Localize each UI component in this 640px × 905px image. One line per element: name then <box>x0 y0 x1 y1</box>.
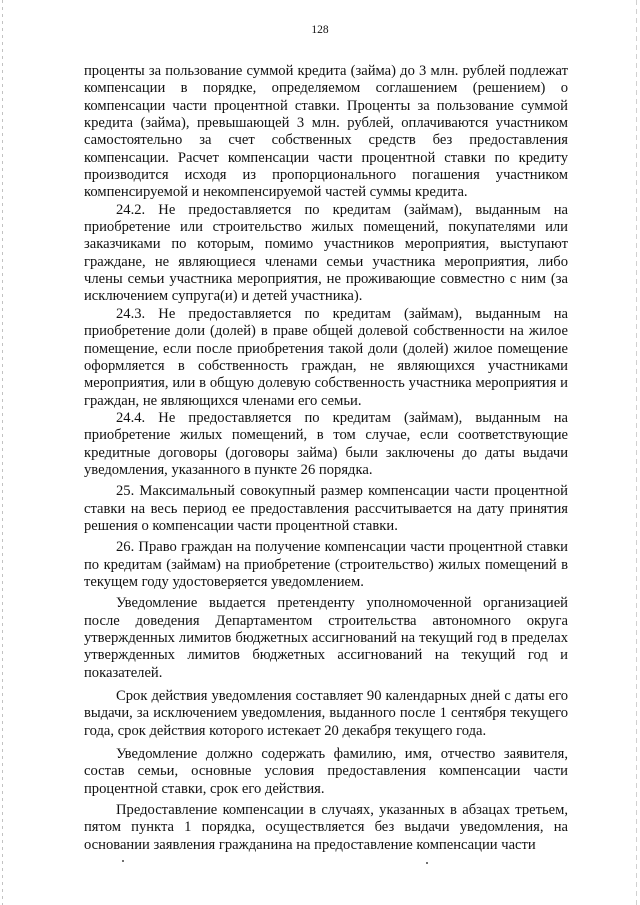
paragraph-notification-content: Уведомление должно содержать фамилию, имя, отчество заявителя, состав семьи, основные условия предоставления компенсации части процентной ставки, срок его действия. <box>84 746 568 797</box>
paragraph-24-4: 24.4. Не предоставляется по кредитам (займам), выданным на приобретение жилых помещений, в том случае, если соответствующие кредитные договоры (договоры займа) были заключены до даты выдачи уведомления, указанного в пункте 26 порядка. <box>84 409 568 478</box>
scan-edge-right <box>636 0 637 905</box>
scan-edge-left <box>2 0 3 905</box>
page-number: 128 <box>311 24 329 36</box>
paragraph-notification-term: Срок действия уведомления составляет 90 календарных дней с даты его выдачи, за исключением уведомления, выданного после 1 сентября текущего года, срок действия которого истекает 20 декабря текущего года. <box>84 688 568 739</box>
scan-speck <box>122 860 124 862</box>
paragraph-continuation: проценты за пользование суммой кредита (займа) до 3 млн. рублей подлежат компенсации в порядке, определяемом соглашением (решением) о компенсации части процентной ставки. Проценты за пользование суммой кредита (займа), превышающей 3 млн. рублей, оплачиваются участником самостоятельно за счет собственных средств без предоставления компенсации. Расчет компенсации части процентной ставки по кредиту производится исходя из пропорционального погашения участником компенсируемой и некомпенсируемой частей суммы кредита. <box>84 63 568 201</box>
paragraph-26: 26. Право граждан на получение компенсации части процентной ставки по кредитам (займам) на приобретение (строительство) жилых помещений в текущем году удостоверяется уведомлением. <box>84 539 568 590</box>
paragraph-notification-issue: Уведомление выдается претенденту уполномоченной организацией после доведения Департаментом строительства автономного округа утвержденных лимитов бюджетных ассигнований на текущий год в пределах утвержденных лимитов бюджетных ассигнований на текущий год и показателей. <box>84 595 568 681</box>
scan-speck <box>426 862 428 864</box>
paragraph-compensation-without-notice: Предоставление компенсации в случаях, указанных в абзацах третьем, пятом пункта 1 порядка, осуществляется без выдачи уведомления, на основании заявления гражданина на предоставление компенсации части <box>84 802 568 853</box>
paragraph-25: 25. Максимальный совокупный размер компенсации части процентной ставки на весь период ее предоставления рассчитывается на дату принятия решения о компенсации части процентной ставки. <box>84 483 568 534</box>
document-body <box>84 63 568 854</box>
paragraph-24-3: 24.3. Не предоставляется по кредитам (займам), выданным на приобретение доли (долей) в праве общей долевой собственности на жилое помещение, если после приобретения такой доли (долей) жилое помещение оформляется в собственность граждан, не являющихся участниками мероприятия, или в общую долевую собственность участника мероприятия и граждан, не являющихся членами его семьи. <box>84 305 568 409</box>
paragraph-24-2: 24.2. Не предоставляется по кредитам (займам), выданным на приобретение или строительство жилых помещений, покупателями или заказчиками по которым, помимо участников мероприятия, выступают граждане, не являющиеся членами семьи участника мероприятия, либо члены семьи участника мероприятия, не проживающие совместно с ним (за исключением супруга(и) и детей участника). <box>84 201 568 305</box>
